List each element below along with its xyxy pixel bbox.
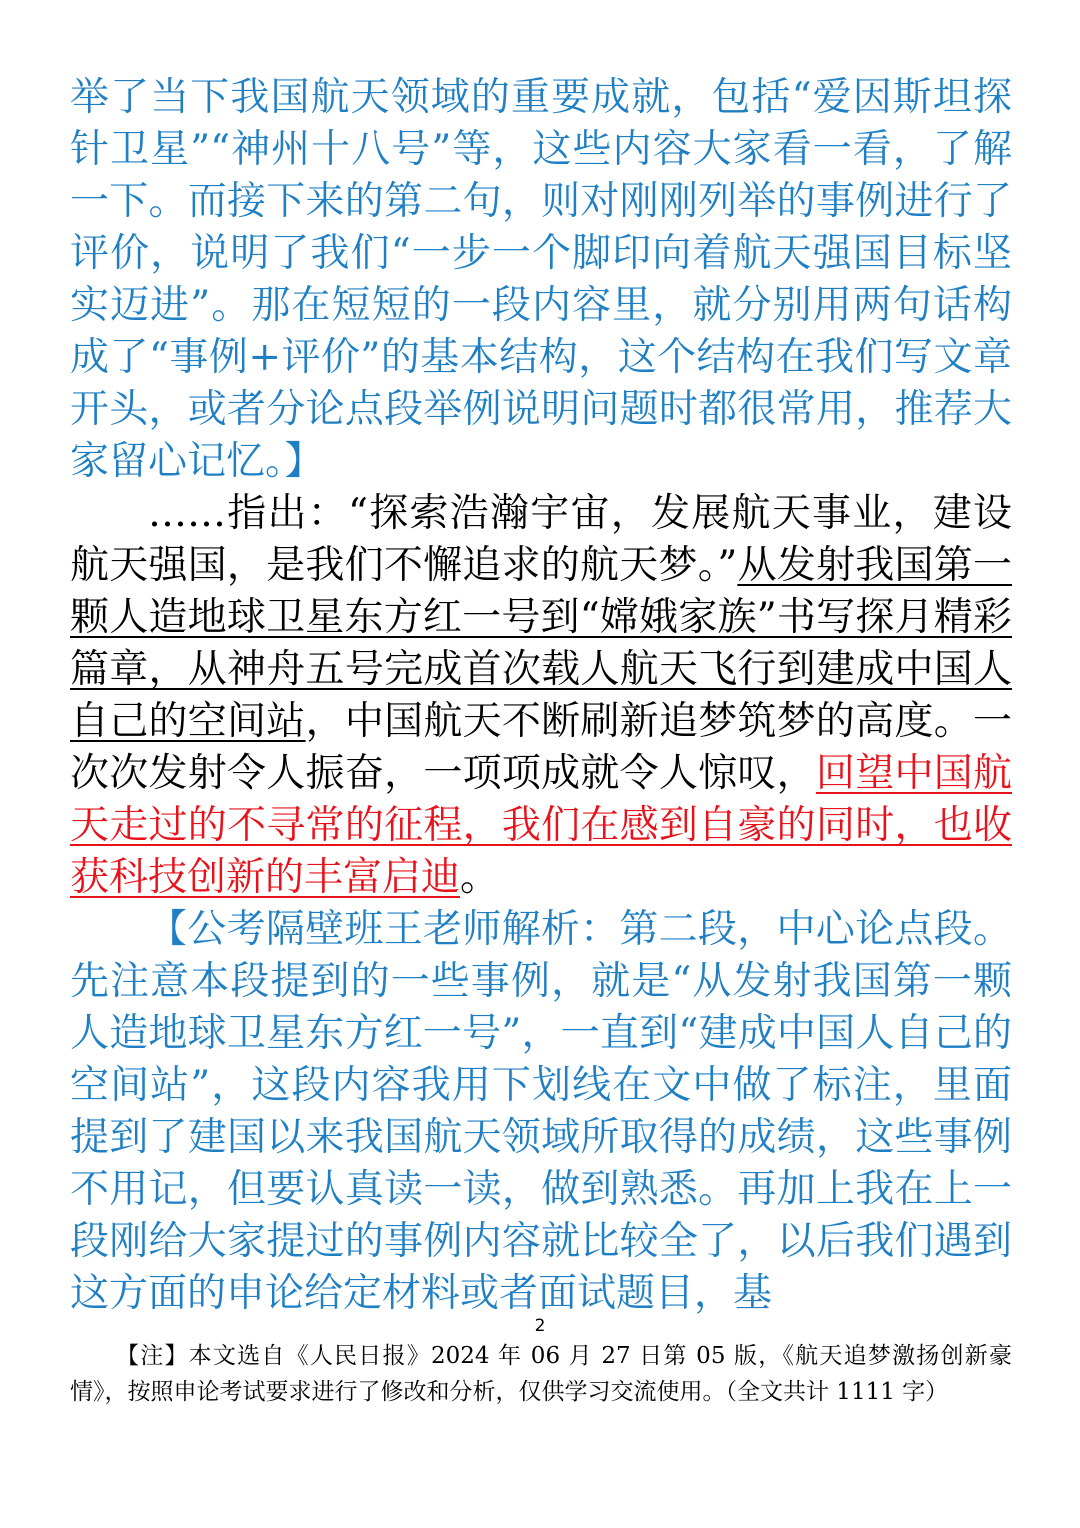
paragraph-middle-text: ，中国航天不断刷新追梦筑梦的高度。一次次发射令人振奋，一项项成就令人惊叹， bbox=[70, 699, 1012, 796]
underlined-examples-text: 从发射我国第一颗人造地球卫星东方红一号到“嫦娥家族”书写探月精彩篇章，从神舟五号完成首次载人航天飞行到建成中国人自己的空间站 bbox=[70, 543, 1012, 744]
article-body bbox=[70, 72, 1012, 1320]
central-argument-highlight: 回望中国航天走过的不寻常的征程，我们在感到自豪的同时，也收获科技创新的丰富启迪 bbox=[70, 751, 1012, 900]
analysis-paragraph-continued: 举了当下我国航天领域的重要成就，包括“爱因斯坦探针卫星”“神州十八号”等，这些内容大家看一看，了解一下。而接下来的第二句，则对刚刚列举的事例进行了评价，说明了我们“一步一个脚印向着航天强国目标坚实迈进”。那在短短的一段内容里，就分别用两句话构成了“事例+评价”的基本结构，这个结构在我们写文章开头，或者分论点段举例说明问题时都很常用，推荐大家留心记忆。】 bbox=[70, 75, 1012, 484]
article-paragraph-2 bbox=[70, 488, 1012, 904]
quote-lead-text: ……指出：“探索浩瀚宇宙，发展航天事业，建设航天强国，是我们不懈追求的航天梦。” bbox=[70, 491, 1012, 588]
page-number: 2 bbox=[534, 1316, 546, 1336]
analysis-paragraph-2: 【公考隔壁班王老师解析：第二段，中心论点段。先注意本段提到的一些事例，就是“从发射我国第一颗人造地球卫星东方红一号”，一直到“建成中国人自己的空间站”，这段内容我用下划线在文中做了标注，里面提到了建国以来我国航天领域所取得的成绩，这些事例不用记，但要认真读一读，做到熟悉。再加上我在上一段刚给大家提过的事例内容就比较全了，以后我们遇到这方面的申论给定材料或者面试题目，基 bbox=[70, 907, 1012, 1316]
source-footnote: 【注】本文选自《人民日报》2024 年 06 月 27 日第 05 版，《航天追梦激扬创新豪情》，按照申论考试要求进行了修改和分析，仅供学习交流使用。（全文共计 1111 字） bbox=[70, 1343, 1012, 1405]
paragraph-end-mark: 。 bbox=[460, 855, 500, 900]
